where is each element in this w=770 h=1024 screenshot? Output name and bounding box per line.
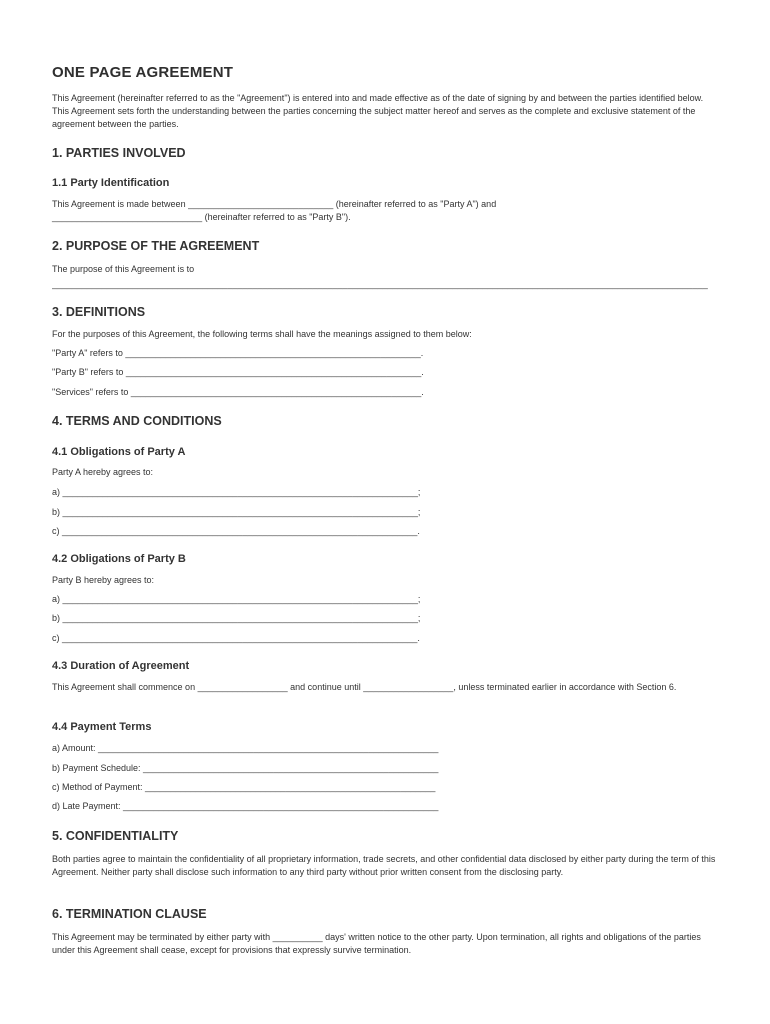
party-a-obligation-item: b) _______________________________________________________________________; [52, 507, 421, 517]
subsection-1-1-heading: 1.1 Party Identification [52, 177, 170, 189]
confidentiality-paragraph: Both parties agree to maintain the confidentiality of all proprietary information, trade secrets, and other confidential data disclosed by either party during the term of this Agreement. Neither party shall disclose such information to any third party without prior written consent from the disclosing party. [52, 854, 716, 877]
section-4-heading: 4. TERMS AND CONDITIONS [52, 414, 222, 428]
definition-item: "Services" refers to __________________________________________________________. [52, 387, 424, 397]
intro-paragraph: This Agreement (hereinafter referred to as the "Agreement") is entered into and made effective as of the date of signing by and between the parties identified below. This Agreement sets forth the understanding between the parties concerning the subject matter hereof and serves as the complete and exclusive statement of the agreement between the parties. [52, 93, 704, 129]
subsection-4-3-heading: 4.3 Duration of Agreement [52, 660, 190, 672]
payment-term-item: d) Late Payment: _______________________________________________________________ [52, 801, 439, 811]
payment-term-item: a) Amount: ____________________________________________________________________ [52, 743, 439, 753]
party-b-obligations-intro: Party B hereby agrees to: [52, 575, 155, 585]
party-identification-line-2: ______________________________ (hereinafter referred to as "Party B"). [52, 212, 351, 222]
party-a-obligation-item: a) _______________________________________________________________________; [52, 487, 421, 497]
payment-term-item: c) Method of Payment: __________________________________________________________ [52, 782, 436, 792]
party-a-obligation-item: c) _______________________________________________________________________. [52, 526, 420, 536]
section-5-heading: 5. CONFIDENTIALITY [52, 829, 179, 843]
duration-paragraph: This Agreement shall commence on __________________ and continue until __________________, unless terminated earlier in accordance with Section 6. [52, 682, 677, 692]
section-3-heading: 3. DEFINITIONS [52, 305, 146, 319]
termination-paragraph: This Agreement may be terminated by either party with __________ days' written notice to the other party. Upon termination, all rights and obligations of the parties under this Agreement shall cease, except for provisions that expressly survive termination. [52, 932, 701, 955]
party-b-obligation-item: b) _______________________________________________________________________; [52, 613, 421, 623]
document-title: ONE PAGE AGREEMENT [52, 64, 234, 81]
payment-term-item: b) Payment Schedule: ___________________________________________________________ [52, 763, 439, 773]
purpose-line: The purpose of this Agreement is to [52, 264, 195, 274]
definition-item: "Party A" refers to ___________________________________________________________. [52, 348, 424, 358]
section-6-heading: 6. TERMINATION CLAUSE [52, 907, 207, 921]
party-b-obligation-item: a) _______________________________________________________________________; [52, 594, 421, 604]
party-b-obligation-item: c) _______________________________________________________________________. [52, 633, 420, 643]
definition-item: "Party B" refers to ___________________________________________________________. [52, 367, 424, 377]
purpose-blank-line: ___________________________________________________________________________________________________________________________________ [52, 279, 708, 289]
subsection-4-4-heading: 4.4 Payment Terms [52, 721, 152, 733]
party-a-obligations-intro: Party A hereby agrees to: [52, 467, 154, 477]
subsection-4-1-heading: 4.1 Obligations of Party A [52, 446, 186, 458]
definitions-intro: For the purposes of this Agreement, the following terms shall have the meanings assigned to them below: [52, 329, 472, 339]
party-identification-line-1: This Agreement is made between _____________________________ (hereinafter referred to as "Party A") and [52, 199, 497, 209]
subsection-4-2-heading: 4.2 Obligations of Party B [52, 553, 186, 565]
section-2-heading: 2. PURPOSE OF THE AGREEMENT [52, 239, 260, 253]
section-1-heading: 1. PARTIES INVOLVED [52, 146, 186, 160]
